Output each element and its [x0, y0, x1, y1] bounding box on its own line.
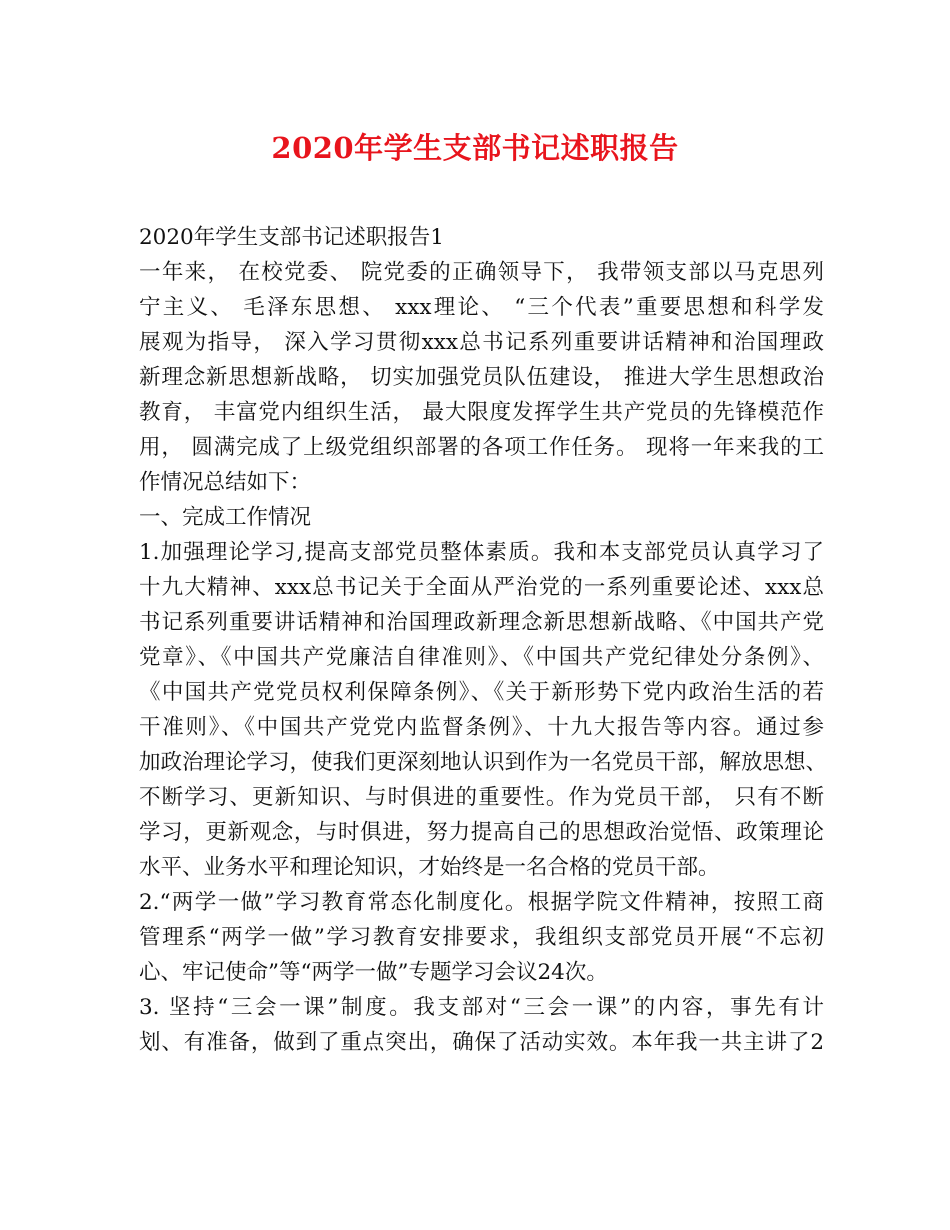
body-line: 十九大精神、xxx总书记关于全面从严治党的一系列重要论述、xxx总 [139, 575, 824, 600]
body-line: 水平、业务水平和理论知识，才始终是一名合格的党员干部。 [139, 855, 720, 880]
body-line: 《中国共产党党员权利保障条例》、《关于新形势下党内政治生活的若 [139, 680, 824, 705]
body-line: 新理念新思想新战略， 切实加强党员队伍建设， 推进大学生思想政治 [139, 365, 824, 390]
body-line: 一、完成工作情况 [139, 505, 312, 530]
body-line: 心、牢记使命”等“两学一做”专题学习会议24次。 [139, 960, 608, 985]
body-line: 1.加强理论学习,提高支部党员整体素质。我和本支部党员认真学习了 [139, 540, 824, 565]
body-line: 用， 圆满完成了上级党组织部署的各项工作任务。 现将一年来我的工 [139, 435, 824, 460]
body-line: 宁主义、 毛泽东思想、 xxx理论、 “三个代表”重要思想和科学发 [139, 295, 824, 320]
body-line: 加政治理论学习，使我们更深刻地认识到作为一名党员干部，解放思想、 [139, 750, 828, 775]
body-line: 党章》、《中国共产党廉洁自律准则》、《中国共产党纪律处分条例》、 [139, 645, 824, 670]
body-line: 作情况总结如下： [139, 470, 312, 495]
document-title: 2020年学生支部书记述职报告 [271, 131, 679, 165]
body-line: 展观为指导， 深入学习贯彻xxx总书记系列重要讲话精神和治国理政 [139, 330, 824, 355]
document-body [139, 220, 828, 1060]
body-line: 2020年学生支部书记述职报告1 [139, 225, 444, 250]
body-line: 管理系“两学一做”学习教育安排要求，我组织支部党员开展“不忘初 [139, 925, 824, 950]
body-line: 教育， 丰富党内组织生活， 最大限度发挥学生共产党员的先锋模范作 [139, 400, 824, 425]
body-line: 划、有准备，做到了重点突出，确保了活动实效。本年我一共主讲了2 [139, 1030, 824, 1055]
body-line: 不断学习、更新知识、与时俱进的重要性。作为党员干部， 只有不断 [139, 785, 824, 810]
body-line: 书记系列重要讲话精神和治国理政新理念新思想新战略、《中国共产党 [139, 610, 824, 635]
body-line: 学习，更新观念，与时俱进，努力提高自己的思想政治觉悟、政策理论 [139, 820, 824, 845]
body-line: 一年来， 在校党委、 院党委的正确领导下， 我带领支部以马克思列 [139, 260, 824, 285]
body-line: 3. 坚持“三会一课”制度。我支部对“三会一课”的内容，事先有计 [139, 995, 824, 1020]
body-line: 干准则》、《中国共产党党内监督条例》、十九大报告等内容。通过参 [139, 715, 824, 740]
body-line: 2.“两学一做”学习教育常态化制度化。根据学院文件精神，按照工商 [139, 890, 824, 915]
